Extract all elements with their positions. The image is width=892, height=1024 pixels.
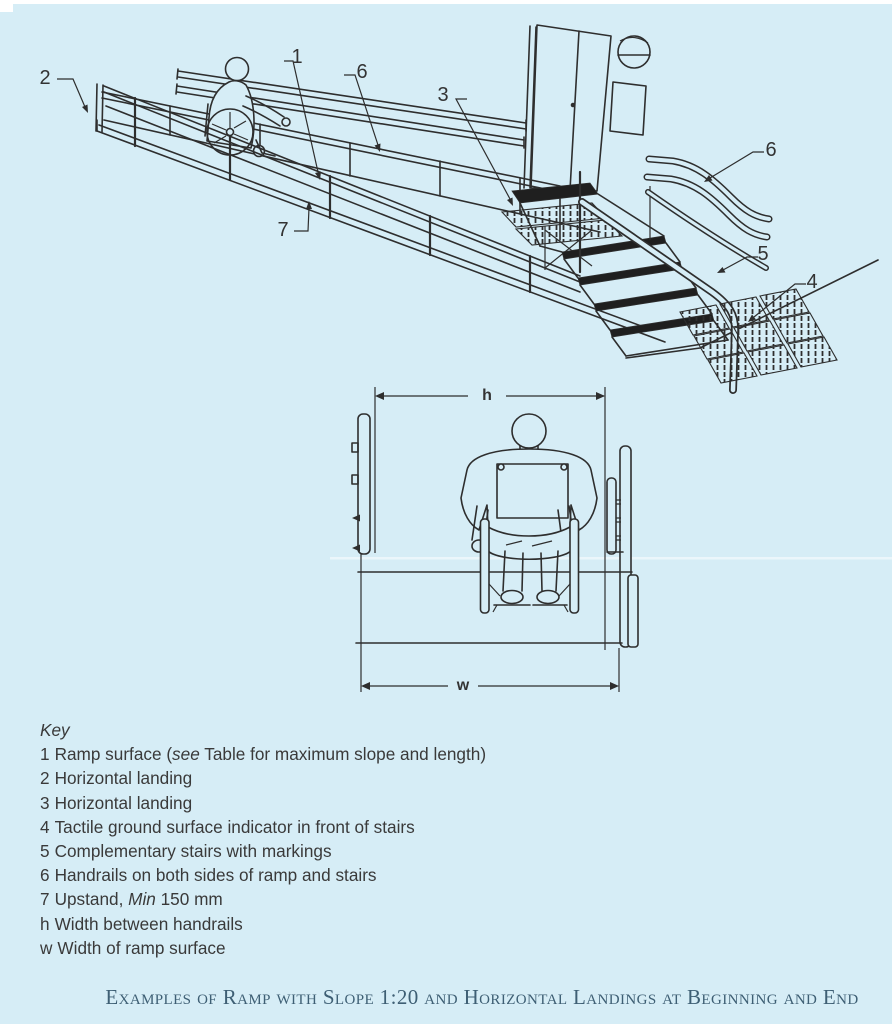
key-item-id: 3: [40, 792, 50, 813]
key-block: [40, 718, 600, 960]
key-item-text: Width between handrails: [54, 913, 243, 934]
key-item-id: 1: [40, 744, 50, 765]
key-item: [40, 791, 600, 815]
callout-1: 1: [291, 46, 303, 68]
callout-7: 7: [277, 219, 289, 241]
key-item: [40, 815, 600, 839]
key-title: Key: [40, 720, 70, 740]
callout-3: 3: [437, 84, 449, 106]
door: [524, 25, 611, 191]
callout-5: 5: [757, 243, 769, 265]
key-item-text: Width of ramp surface: [57, 937, 226, 958]
figure-caption: Examples of Ramp with Slope 1:20 and Horizontal Landings at Beginning and End: [105, 985, 859, 1009]
left-handrail: [352, 414, 370, 554]
key-item-id: 2: [40, 768, 50, 789]
key-item-text-italic: Min: [128, 889, 156, 910]
key-item-text: Table for maximum slope and length): [199, 744, 487, 765]
right-handrail: [607, 446, 638, 647]
key-item: [40, 863, 600, 887]
key-item-text: Tactile ground surface indicator in front of stairs: [54, 816, 415, 837]
key-item-id: 5: [40, 841, 50, 862]
scan-edge-artifact: [0, 0, 892, 4]
key-item: [40, 766, 600, 790]
key-item-id: h: [40, 913, 50, 934]
key-item-text: Upstand,: [54, 889, 129, 910]
key-item-text-italic: see: [172, 744, 200, 765]
key-item-id: w: [40, 937, 53, 958]
wheelchair-user-front: [461, 414, 597, 613]
callout-6-ramp: 6: [356, 61, 368, 83]
scan-streak-artifact: [330, 557, 892, 560]
front-view-drawing: [352, 387, 638, 692]
callout-4: 4: [806, 271, 818, 293]
rect-sign: [610, 82, 646, 135]
handrail-detail: [647, 159, 769, 237]
key-item: [40, 839, 600, 863]
key-item: [40, 887, 600, 911]
iso-ramp-drawing: [57, 25, 878, 390]
key-item-text: Horizontal landing: [54, 792, 193, 813]
callout-2: 2: [39, 67, 51, 89]
key-item-text: Horizontal landing: [54, 768, 193, 789]
key-item: [40, 742, 600, 766]
key-item-text: Ramp surface (: [54, 744, 173, 765]
key-item-text: Handrails on both sides of ramp and stairs: [54, 865, 377, 886]
key-item-text: Complementary stairs with markings: [54, 841, 332, 862]
dim-label-w: w: [456, 677, 470, 694]
key-item-text: 150 mm: [155, 889, 223, 910]
round-sign: [618, 36, 650, 68]
key-item: [40, 936, 600, 960]
dim-label-h: h: [482, 387, 492, 404]
key-item-id: 6: [40, 865, 50, 886]
dimension-w: [361, 554, 619, 692]
key-item-id: 4: [40, 816, 50, 837]
key-item: [40, 912, 600, 936]
callout-6-detail: 6: [765, 139, 777, 161]
key-item-id: 7: [40, 889, 50, 910]
